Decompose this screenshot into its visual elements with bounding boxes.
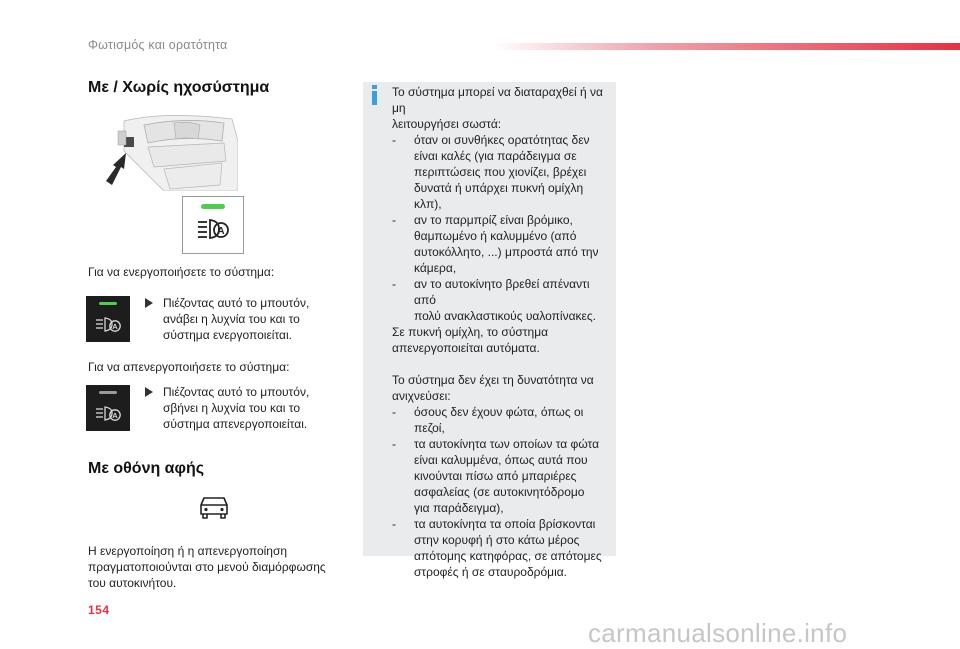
note-p1-intro: Το σύστημα μπορεί να διαταραχθεί ή να μη λειτουργήσει σωστά:: [392, 85, 603, 131]
button-on-image: [86, 296, 130, 342]
header-title: Φωτισμός και ορατότητα: [88, 38, 228, 52]
deactivate-intro: Για να απενεργοποιήσετε το σύστημα:: [88, 360, 290, 374]
lighting-button-frame: [182, 196, 244, 254]
section-title-touchscreen: Με οθόνη αφής: [88, 460, 205, 477]
note-p2-intro: Το σύστημα δεν έχει τη δυνατότητα να ανιχνεύσει:: [392, 373, 594, 403]
note-list-item: - αν το παρμπρίζ είναι βρόμικο, θαμπωμένο ή καλυμμένο (από αυτοκόλλητο, ...) μπροστά από την κάμερα,: [392, 213, 599, 275]
auto-high-beam-icon: [183, 197, 243, 253]
watermark: carmanualsonline.info: [588, 618, 848, 648]
auto-high-beam-icon: [86, 385, 130, 431]
activate-intro: Για να ενεργοποιήσετε το σύστημα:: [88, 265, 275, 279]
svg-text:A: A: [217, 226, 225, 237]
header-accent-line: [492, 43, 960, 50]
page-number: 154: [88, 603, 110, 617]
auto-high-beam-icon: [86, 296, 130, 342]
section-title-audio: Με / Χωρίς ηχοσύστημα: [88, 79, 270, 96]
arrow-bullet-icon: [145, 295, 163, 343]
info-icon: [368, 85, 382, 105]
button-off-image: [86, 385, 130, 431]
deactivate-bullet: Πιέζοντας αυτό το μπουτόν, σβήνει η λυχνία του και το σύστημα απενεργοποιείται.: [145, 384, 345, 432]
note-list-item: - τα αυτοκίνητα των οποίων τα φώτα είναι καλυμμένα, όπως αυτά που κινούνται πίσω από μπαριέρες ασφαλείας (σε αυτοκινητόδρομο για παράδειγμα),: [392, 437, 600, 515]
svg-text:A: A: [112, 411, 118, 420]
svg-text:A: A: [112, 322, 118, 331]
note-list-item: - όσους δεν έχουν φώτα, όπως οι πεζοί,: [392, 405, 584, 435]
note-p1-outro: Σε πυκνή ομίχλη, το σύστημα απενεργοποιείται αυτόματα.: [392, 325, 549, 355]
car-icon: [198, 494, 230, 520]
info-note-content: [392, 84, 612, 580]
activate-bullet: Πιέζοντας αυτό το μπουτόν, ανάβει η λυχνία του και το σύστημα ενεργοποιείται.: [145, 295, 345, 343]
touchscreen-text: Η ενεργοποίηση ή η απενεργοποίηση πραγματοποιούνται στο μενού διαμόρφωσης του αυτοκινήτου.: [88, 544, 326, 590]
dashboard-illustration: [104, 111, 238, 191]
arrow-bullet-icon: [145, 384, 163, 432]
note-list-item: - όταν οι συνθήκες ορατότητας δεν είναι καλές (για παράδειγμα σε περιπτώσεις που χιονίζει, βρέχει δυνατά ή υπάρχει πυκνή ομίχλη κλπ),: [392, 133, 590, 211]
note-list-item: - αν το αυτοκίνητο βρεθεί απέναντι από πολύ ανακλαστικούς υαλοπίνακες.: [392, 277, 596, 323]
note-list-item: - τα αυτοκίνητα τα οποία βρίσκονται στην κορυφή ή στο κάτω μέρος απότομης κατηφόρας, σε απότομες στροφές ή σε σταυροδρόμια.: [392, 517, 602, 579]
